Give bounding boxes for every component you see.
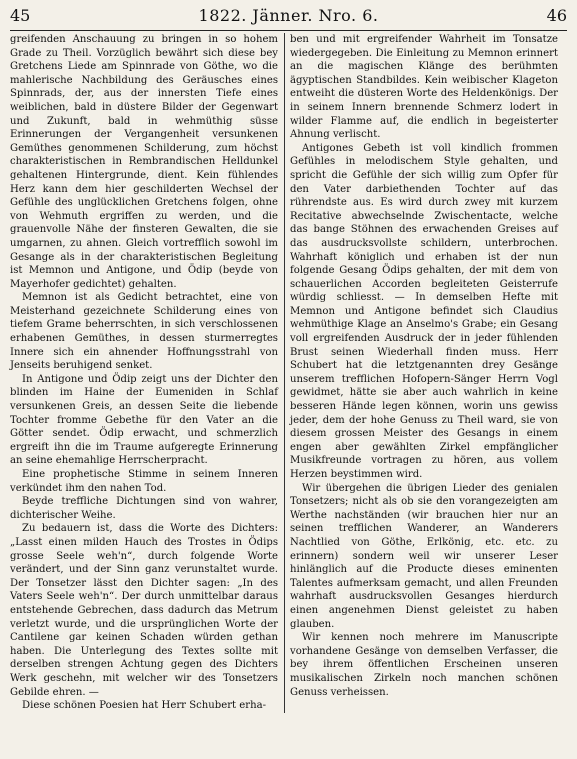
paragraph: ben und mit ergreifender Wahrheit im Tonsatze wiedergegeben. Die Einleitung zu Memnon erinnert an die magischen Klänge des berühmten ägyptischen Standbildes. Kein weibischer Klageton entweiht die düsteren Worte des Heldenkönigs. Der in seinem Innern brennende Schmerz lodert in wilder Flamme auf, die endlich in begeisterter Ahnung verlischt. xyxy=(290,34,558,141)
header-rule xyxy=(10,30,567,31)
paragraph: Diese schönen Poesien hat Herr Schubert erha- xyxy=(22,700,267,712)
paragraph: Wir kennen noch mehrere im Manuscripte vorhandene Gesänge von demselben Verfasser, die bey ihrem öffentlichen Erscheinen unseren musikalischen Zirkeln noch manchen schönen Genuss verheissen. xyxy=(290,632,558,698)
left-column xyxy=(10,33,278,713)
paragraph: Memnon ist als Gedicht betrachtet, eine von Meisterhand gezeichnete Schilderung eines von tiefem Grame beherrschten, in sich verschlossenen erhabenen Gemüthes, in dessen sturmerregtes Innere sich ein ahnender Hoffnungsstrahl von Jenseits beruhigend senket. xyxy=(10,292,278,372)
paragraph: Wir übergehen die übrigen Lieder des genialen Tonsetzers; nicht als ob sie den vorangezeigten am Werthe nachständen (wir brauchen hier nur an seinen trefflichen Wanderer, an Wanderers Nachtlied von Göthe, Erlkönig, etc. etc. zu erinnern) sondern weil wir unserer Leser hinlänglich auf die Producte dieses eminenten Talentes aufmerksam gemacht, und allen Freunden wahrhaft ausdrucksvollen Gesanges hierdurch einen angenehmen Dienst geleistet zu haben glauben. xyxy=(290,482,558,630)
paragraph: Beyde treffliche Dichtungen sind von wahrer, dichterischer Weihe. xyxy=(10,496,278,521)
right-column xyxy=(290,33,558,713)
paragraph: Antigones Gebeth ist voll kindlich frommen Gefühles in melodischem Style gehalten, und spricht die Gefühle der sich willig zum Opfer für den Vater darbiethenden Tochter auf das rührendste aus. Es wird durch zwey mit kurzem Recitative abwechselnde Zwischentacte, welche das bange Stöhnen des erwachenden Greises auf das ausdrucksvollste schildern, unterbrochen. Wahrhaft königlich und erhaben ist der nun folgende Gesang Ödips gehalten, der mit dem von schauerlichen Accorden begleiteten Geisterrufe würdig schliesst. — In demselben Hefte mit Memnon und Antigone befindet sich Claudius wehmüthige Klage an Anselmo's Grabe; ein Gesang voll ergreifenden Ausdruck der in jeder fühlenden Brust seinen Wiederhall finden muss. Herr Schubert hat die letztgenannten drey Gesänge unserem trefflichen Hofopern-Sänger Herrn Vogl gewidmet, hätte sie aber auch wahrlich in keine besseren Hände legen können, worin uns gewiss jeder, dem der hohe Genuss zu Theil ward, sie von diesem grossen Meister des Gesangs in einem engen aber gewählten Zirkel empfänglicher Musikfreunde vortragen zu hören, aus vollem Herzen beystimmen wird. xyxy=(290,142,558,480)
paragraph: Eine prophetische Stimme in seinem Inneren verkündet ihm den nahen Tod. xyxy=(10,469,278,494)
page-number-right: 46 xyxy=(546,6,567,25)
text-columns xyxy=(10,33,567,713)
page-number-left: 45 xyxy=(10,6,31,25)
paragraph: In Antigone und Ödip zeigt uns der Dichter den blinden im Haine der Eumeniden in Schlaf versunkenen Greis, an dessen Seite die liebende Tochter fromme Gebethe für den Vater an die Götter sendet. Ödip erwacht, und schmerzlich ergreift ihn die im Traume aufgeregte Erinnerung an seine ehemahlige Herrscherpracht. xyxy=(10,373,278,467)
page-header xyxy=(10,4,567,30)
running-title: 1822. Jänner. Nro. 6. xyxy=(198,6,379,25)
paragraph: greifenden Anschauung zu bringen in so hohem Grade zu Theil. Vorzüglich bewährt sich diese bey Gretchens Liede am Spinnrade von Göthe, wo die mahlerische Nachbildung des Geräusches eines Spinnrads, der, aus der innersten Tiefe eines weiblichen, bald in düstere Bilder der Gegenwart und Zukunft, bald in wehmüthig süsse Erinnerungen der Vergangenheit versunkenen Gemüthes genommenen Schilderung, zum höchst charakteristischen in Rembrandischen Helldunkel gehaltenen Hintergrunde, dient. Kein fühlendes Herz kann dem hier geschilderten Wechsel der Gefühle des unglücklichen Gretchens folgen, ohne von Wehmuth ergriffen zu werden, und die grauenvolle Nähe der finsteren Gewalten, die sie umgarnen, zu ahnen. Gleich vortrefflich sowohl im Gesange als in der charakteristischen Begleitung ist Memnon und Antigone, und Ödip (beyde von Mayerhofer gedichtet) gehalten. xyxy=(10,34,278,290)
column-divider xyxy=(284,33,285,713)
paragraph: Zu bedauern ist, dass die Worte des Dichters: „Lasst einen milden Hauch des Trostes in Ödips grosse Seele weh'n“, durch folgende Worte verändert, und der Sinn ganz verunstaltet wurde. Der Tonsetzer lässt den Dichter sagen: „In des Vaters Seele weh'n“. Der durch unmittelbar daraus entstehende Gebrechen, dass dadurch das Metrum verletzt wurde, und die ursprünglichen Worte der Cantilene gar keinen Schaden würden gethan haben. Die Unterlegung des Textes sollte mit derselben strengen Achtung gegen des Dichters Werk geschehn, mit welcher wir des Tonsetzers Gebilde ehren. — xyxy=(10,523,278,698)
